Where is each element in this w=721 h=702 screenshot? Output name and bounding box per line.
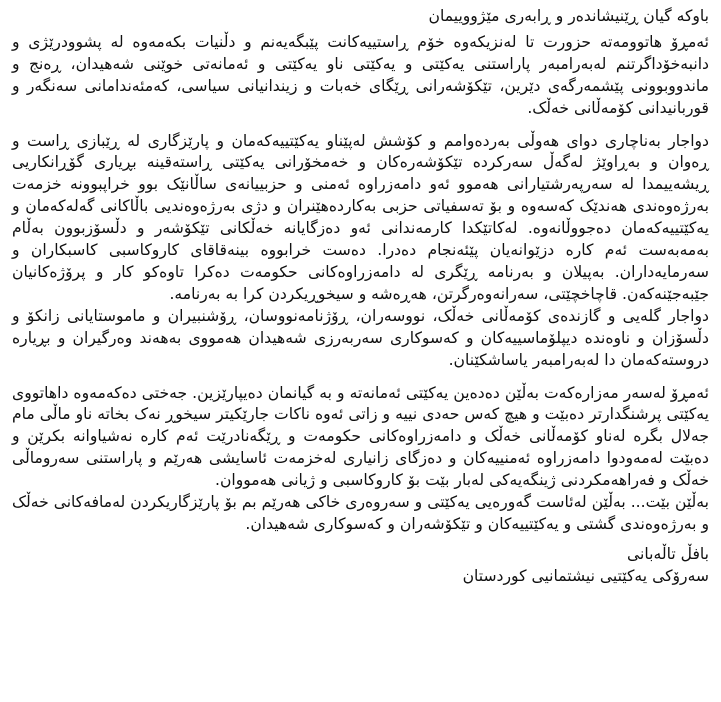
paragraph-decision: دواجار بەناچاری دوای هەوڵی بەردەوامم و کۆشش لەپێناو یەکێتییەکەمان و پارێزگاری لە ڕێبازی ڕاست و ڕەوان و بەڕاوێژ لەگەڵ سەرکردە تێکۆشەرەکان و خەمخۆرانی یەکێتی ڕاستەقینە بڕیاری گۆڕانکاریی ڕیشەییمدا لە سەرپەرشتیارانی هەموو ئەو دامەزراوە ئەمنی و حزبییانەی ساڵانێک بوو خراپبوونە خزمەت بەرژەوەندی هەندێک کەسەوە و بۆ تەسفیاتی حزبی بەکاردەهێنران و دژی بەرژەوەندیی باڵاکانی گەلەکەمان و یەکێتییەکەمان دەجووڵانەوە. لەکاتێکدا کارمەندانی ئەو دەزگایانە خەڵکانی تێکۆشەر و دڵسۆزبوون بەڵام بەمەبەست ئەم کارە دزێوانەیان پێئەنجام دەدرا. دەست خرابووە بینەقاقای کاروکاسبی کاسبکاران و سەرمایەداران. بەپیلان و بەرنامە ڕێگری لە دامەزراوەکانی حکومەت دەکرا تاوەکو کار و پرۆژەکانیان جێبەجێنەکەن. قاچاخچێتی، سەرانەوەرگرتن، هەڕەشە و سیخوڕیکردن کرا بە بەرنامە. [12, 131, 709, 303]
signature-name: بافڵ تاڵەبانی [627, 544, 709, 563]
paragraph-pledge: ئەمڕۆ لەسەر مەزارەکەت بەڵێن دەدەین یەکێتی ئەمانەتە و بە گیانمان دەیپارێزین. جەختی دەکەمەوە داهاتووی یەکێتی پرشنگدارتر دەبێت و هیچ کەس حەدی نییە و زاتی ئەوە ناکات جارێکیتر سیخوڕ نەک بخاتە ناو ماڵی مام جەلال بگرە لەناو کۆمەڵانی خەڵک و دامەزراوەکانی حکومەت و ڕێگەنادرێت ئەم کارە نەشیاوانە بکرێن و دەبێت لەمەودوا دامەزراوە ئەمنییەکان و دەزگای زانیاری لەخزمەت ئاسایشی هەرێم و پاراستنی سەروماڵی خەڵک و فەراهەمکردنی ژینگەیەکی لەبار بێت بۆ کاروکاسبی و ژیانی هەمووان. [12, 383, 709, 490]
paragraph-intro: ئەمڕۆ هاتوومەتە حزورت تا لەنزیکەوە خۆم ڕاستییەکانت پێبگەیەنم و دڵنیات بکەمەوە لە پشوودرێژی و دانبەخۆداگرتنم لەبەرامبەر پاراستنی یەکێتی و یەکێتی ناو یەکێتی و ئەمانەتی خوێنی شەهیدان، ڕەنج و ماندووبوونی پێشمەرگەی دێرین، تێکۆشەرانی ڕێگای خەبات و زیندانیانی سیاسی، کەمئەندامانی سەنگەر و قوربانیدانی کۆمەڵانی خەڵک. [12, 32, 709, 117]
salutation: باوکە گیان ڕێنیشاندەر و ڕابەری مێژووییمان [428, 7, 709, 25]
signature-block [12, 544, 709, 588]
paragraph-complaints: دواجار گلەیی و گازندەی کۆمەڵانی خەڵک، نووسەران، ڕۆژنامەنووسان، ڕۆشنبیران و ماموستایانی زانکۆ و دڵسۆزان و ناوەندە دیپلۆماسییەکان و کەسوکاری سەربەرزی شەهیدان هەمووی بەهەند وەرگیران و بڕیارە دروستەکەمان دا لەبەرامبەر یاساشکێنان. [12, 306, 709, 369]
paragraph-promise: بەڵێن بێت... بەڵێن لەئاست گەورەیی یەکێتی و سەروەری خاکی هەرێم بم بۆ پارێزگاریکردن لەمافەکانی خەڵک و بەرژەوەندی گشتی و یەکێتییەکان و تێکۆشەران و کەسوکاری شەهیدان. [12, 493, 709, 533]
signature-title: سەرۆکی یەکێتیی نیشتمانیی کوردستان [462, 566, 709, 585]
